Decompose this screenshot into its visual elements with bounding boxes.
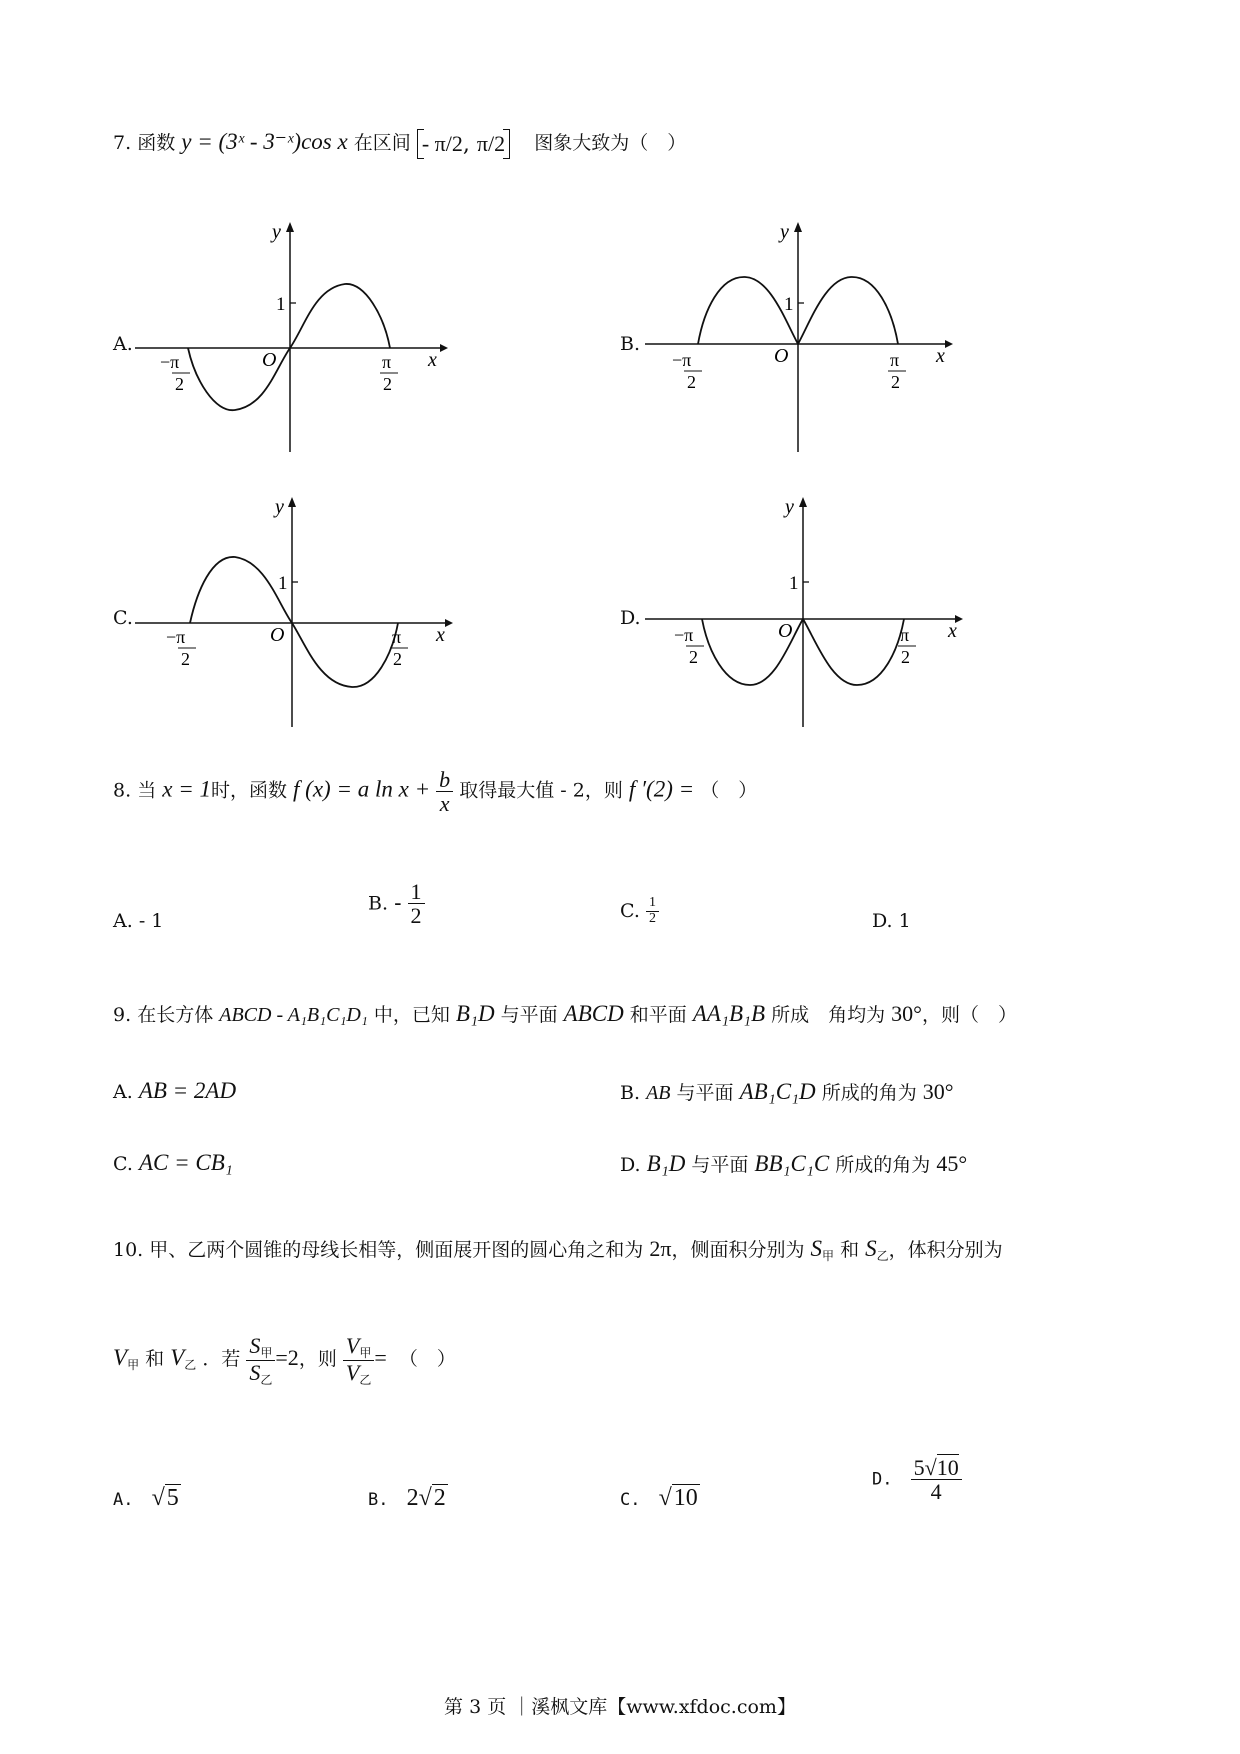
s-symbol: S [249, 1333, 261, 1358]
neg-den-label: 2 [687, 372, 696, 392]
q8-deriv: f ′(2) = [628, 776, 695, 802]
x-label: x [948, 620, 957, 642]
q7-formula: y = (3ˣ - 3⁻ˣ)cos x [181, 129, 348, 154]
q8-formula: f (x) = a ln x + [293, 776, 431, 802]
option-frac [408, 880, 425, 927]
v-symbol: V [345, 1359, 360, 1385]
radicand: 2 [433, 1485, 446, 1511]
frac-num: 1 [646, 896, 659, 912]
q7-option-a-label[interactable]: A. [113, 333, 133, 355]
q8-number: 8. [113, 779, 132, 802]
option-text: AC = CB₁ [138, 1150, 233, 1175]
sqrt-expr: 2√2 [406, 1485, 446, 1511]
option-label: D. [872, 910, 893, 932]
jia-sub: 甲 [127, 1358, 140, 1373]
pi-label: π [900, 625, 910, 645]
q10-v-ratio [343, 1334, 374, 1386]
radicand: 10 [936, 1455, 959, 1480]
q8-option-c[interactable] [620, 896, 659, 926]
coef: 2 [406, 1485, 419, 1511]
q7-option-d-label[interactable]: D. [620, 607, 641, 629]
q7-graph-d[interactable] [640, 495, 970, 735]
q10-s-ratio [246, 1334, 275, 1386]
option-frac [646, 896, 659, 926]
curve-c [190, 557, 398, 687]
option-label: B. [368, 892, 389, 915]
frac-num [246, 1334, 275, 1361]
q9-number: 9. [113, 1004, 132, 1026]
y-arrow [799, 497, 807, 507]
q7-graph-a[interactable] [130, 220, 450, 460]
q7-suffix: 图象大致为（ ） [534, 132, 687, 154]
yi-sub: 乙 [359, 1372, 372, 1387]
q7-option-b-label[interactable]: B. [620, 333, 641, 355]
q10-ruo: ．若 [202, 1348, 241, 1371]
x-arrow [440, 344, 448, 352]
den-label: 2 [383, 374, 392, 394]
x-label: x [428, 349, 437, 371]
q10-paren: （ ） [398, 1348, 456, 1371]
pi-label: π [392, 627, 402, 647]
curve-a [188, 284, 390, 410]
frac-den: 2 [410, 903, 422, 929]
q10-option-a[interactable] [113, 1485, 181, 1512]
q9-option-c[interactable] [113, 1150, 233, 1176]
option-angle: 30° [922, 1079, 954, 1104]
q9-solid: ABCD - A₁B₁C₁D₁ [219, 1004, 368, 1026]
pi-label: π [890, 350, 900, 370]
option-pre: B₁D [646, 1151, 686, 1176]
jia-sub: 甲 [359, 1346, 372, 1360]
y-label: y [272, 221, 281, 243]
jia-sub: 甲 [822, 1249, 835, 1263]
frac-den [343, 1361, 374, 1387]
q7-mid: 在区间 [353, 132, 411, 154]
neg-pi-label: −π [166, 627, 186, 647]
q7-stem [113, 128, 686, 159]
option-value: 1 [898, 910, 911, 932]
x-arrow [445, 619, 453, 627]
x-label: x [936, 345, 945, 367]
q8-frac-num: b [436, 768, 453, 792]
frac-num: 1 [408, 880, 425, 904]
q7-prefix: 函数 [137, 132, 176, 154]
origin-label: O [774, 345, 789, 367]
q9-line: B₁D [455, 1001, 495, 1026]
one-label: 1 [278, 573, 288, 594]
x-label: x [436, 624, 445, 646]
option-label: D. [620, 1154, 641, 1176]
q8-option-b[interactable] [368, 880, 425, 927]
q9-angle: 30° [891, 1001, 922, 1026]
option-frac [911, 1456, 962, 1503]
y-label: y [275, 496, 284, 518]
q10-option-c[interactable] [620, 1485, 700, 1512]
option-label: A. [113, 1081, 133, 1103]
q8-mid2: 取得最大值 [459, 779, 555, 802]
neg-pi-label: −π [672, 350, 692, 370]
option-post: 所成的角为 [821, 1082, 917, 1104]
q10-s-jia [811, 1236, 835, 1261]
v-symbol: V [345, 1333, 360, 1358]
s-symbol: S [865, 1236, 877, 1261]
page-footer: 第 3 页 ｜溪枫文库【www.xfdoc.com】 [444, 1696, 796, 1718]
q9-suffix: ，则（ ） [921, 1004, 1017, 1026]
q9-option-d[interactable] [620, 1150, 967, 1177]
option-label: B. [368, 1490, 389, 1510]
neg-pi-label: −π [674, 625, 694, 645]
q9-mid2: 与平面 [500, 1004, 558, 1026]
q8-mid3: ，则 [584, 779, 623, 802]
neg-den-label: 2 [689, 647, 698, 667]
option-label: D. [872, 1469, 893, 1490]
q7-interval-right: π/2 [476, 131, 506, 156]
neg-pi-label: −π [160, 352, 180, 372]
option-angle: 45° [936, 1151, 968, 1176]
origin-label: O [778, 620, 793, 642]
frac-den [246, 1361, 275, 1387]
q8-suffix: （ ） [700, 779, 758, 802]
option-plane: AB₁C₁D [739, 1079, 816, 1104]
y-arrow [286, 222, 294, 232]
option-value: - 1 [138, 910, 164, 932]
jia-sub: 甲 [260, 1346, 273, 1360]
coef: 5 [913, 1455, 925, 1480]
frac-num [343, 1334, 374, 1361]
option-label: C. [113, 1153, 133, 1175]
q10-option-b[interactable] [368, 1485, 448, 1512]
option-label: C. [620, 1490, 641, 1510]
q8-mid1: 时，函数 [210, 779, 287, 802]
sqrt-expr: √10 [658, 1485, 698, 1511]
q10-stem-line1 [113, 1235, 1003, 1264]
option-plane: BB₁C₁C [754, 1151, 830, 1176]
q10-he: 和 [840, 1239, 860, 1261]
option-mid: 与平面 [691, 1154, 749, 1176]
neg-den-label: 2 [175, 374, 184, 394]
q10-number: 10. [113, 1239, 144, 1261]
q9-option-b[interactable] [620, 1078, 954, 1105]
q7-interval-left: - π/2 [421, 131, 463, 156]
option-label: C. [620, 900, 640, 923]
option-mid: 与平面 [676, 1082, 734, 1104]
frac-num: 5√10 [911, 1456, 962, 1480]
one-label: 1 [276, 294, 286, 315]
q8-max: - 2 [560, 779, 585, 802]
yi-sub: 乙 [876, 1249, 889, 1263]
q10-eq: = [374, 1345, 387, 1371]
q10-eq2: =2 [275, 1345, 299, 1371]
neg-den-label: 2 [181, 649, 190, 669]
q9-option-a[interactable] [113, 1078, 236, 1104]
q10-v-yi [170, 1345, 197, 1373]
q7-interval: - π/2, π/2 [417, 129, 510, 159]
origin-label: O [262, 349, 277, 371]
q8-option-d[interactable] [872, 910, 911, 932]
q8-prefix: 当 [137, 779, 157, 802]
origin-label: O [270, 624, 285, 646]
q9-mid3: 和平面 [629, 1004, 687, 1026]
q10-option-d[interactable] [872, 1456, 962, 1503]
q10-he2: 和 [145, 1348, 165, 1371]
q10-stem-line2 [113, 1334, 456, 1386]
q9-mid4: 所成 角均为 [771, 1004, 886, 1026]
q9-plane2: AA₁B₁B [692, 1001, 766, 1026]
q10-v-jia [113, 1345, 140, 1373]
yi-sub: 乙 [184, 1358, 197, 1373]
one-label: 1 [784, 294, 794, 315]
q8-frac-den: x [439, 791, 450, 817]
q7-number: 7. [113, 132, 132, 154]
q9-stem [113, 1000, 1017, 1027]
y-arrow [288, 497, 296, 507]
pi-label: π [382, 352, 392, 372]
q10-two-pi: 2π [649, 1236, 672, 1261]
radicand: 5 [166, 1485, 179, 1511]
v-symbol: V [113, 1345, 128, 1371]
option-text: AB = 2AD [138, 1078, 237, 1103]
option-sign: - [394, 891, 402, 917]
q9-plane1: ABCD [563, 1001, 624, 1026]
q10-line1: 甲、乙两个圆锥的母线长相等，侧面展开图的圆心角之和为 [149, 1239, 644, 1261]
option-label: A. [113, 1490, 134, 1510]
q7-graph-b[interactable] [640, 220, 960, 460]
y-arrow [794, 222, 802, 232]
frac-den: 4 [930, 1479, 942, 1505]
option-label: A. [113, 910, 133, 932]
radicand: 10 [673, 1485, 698, 1511]
q8-option-a[interactable] [113, 910, 163, 932]
y-label: y [785, 496, 794, 518]
q7-option-c-label[interactable]: C. [113, 607, 133, 629]
s-symbol: S [810, 1236, 822, 1261]
q8-stem [113, 768, 757, 815]
q10-line1c: ，体积分别为 [888, 1239, 1003, 1261]
s-symbol: S [249, 1359, 261, 1385]
q8-cond: x = 1 [162, 776, 211, 802]
den-label: 2 [901, 647, 910, 667]
option-post: 所成的角为 [835, 1154, 931, 1176]
q9-mid1: 中，已知 [373, 1004, 450, 1026]
q7-graph-c[interactable] [130, 495, 460, 735]
q9-prefix: 在长方体 [137, 1004, 214, 1026]
v-symbol: V [170, 1345, 185, 1371]
x-arrow [945, 340, 953, 348]
q10-line1b: ，侧面积分别为 [671, 1239, 805, 1261]
yi-sub: 乙 [260, 1372, 273, 1387]
sqrt-expr: √5 [151, 1485, 179, 1511]
q10-ze: ，则 [298, 1348, 337, 1371]
q10-s-yi [865, 1236, 889, 1261]
q8-frac [436, 768, 453, 815]
option-pre: AB [646, 1082, 671, 1104]
frac-den: 2 [648, 910, 656, 926]
den-label: 2 [393, 649, 402, 669]
option-label: B. [620, 1082, 641, 1104]
y-label: y [780, 221, 789, 243]
one-label: 1 [789, 573, 799, 594]
den-label: 2 [891, 372, 900, 392]
